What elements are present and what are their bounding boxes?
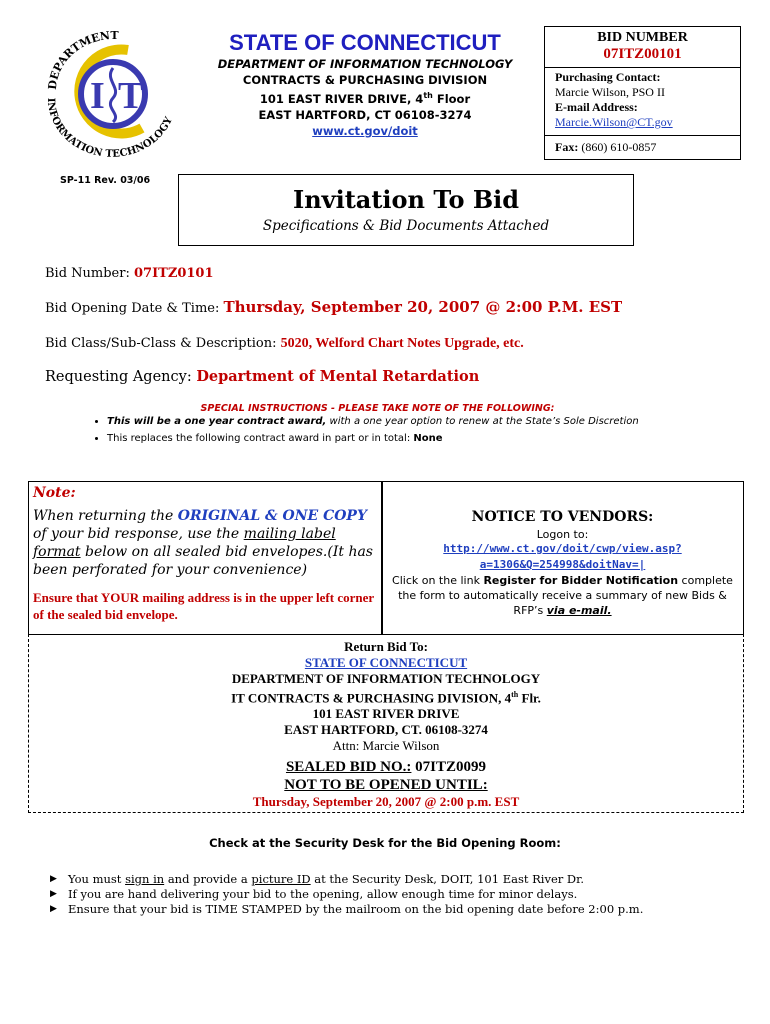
vendors-instructions: Click on the link Register for Bidder Notification complete the form to automatically receive a summary of new Bids & RFP’s via e-mail. (392, 574, 733, 617)
special-heading: SPECIAL INSTRUCTIONS - PLEASE TAKE NOTE OF THE FOLLOWING: (200, 403, 555, 414)
opening-field: Bid Opening Date & Time: Thursday, September 20, 2007 @ 2:00 P.M. EST (45, 298, 623, 316)
note-heading: Note: (33, 485, 76, 501)
title-box (178, 174, 634, 246)
return-state: STATE OF CONNECTICUT (304, 655, 468, 670)
agency-name: Department of Mental Retardation (196, 368, 480, 385)
security-item: ▶ You must sign in and provide a picture ID at the Security Desk, DOIT, 101 East River Dr. (50, 872, 585, 886)
note-text: When returning the ORIGINAL & ONE COPY of your bid response, use the mailing label format below on all sealed bid envelopes.(It has been perforated for your convenience) (33, 508, 373, 578)
return-address-1: 101 EAST RIVER DRIVE (312, 706, 460, 722)
svg-text:T: T (118, 75, 144, 117)
department-address-block (205, 56, 525, 139)
security-list (50, 872, 643, 917)
bid-number-value: 07ITZ00101 (603, 46, 682, 62)
division-name: CONTRACTS & PURCHASING DIVISION (242, 73, 488, 87)
not-opened-until: NOT TO BE OPENED UNTIL: (284, 777, 488, 794)
vendors-box (381, 481, 744, 635)
security-item: ▶ Ensure that your bid is TIME STAMPED by the mailroom on the bid opening date before 2:00 p.m. (50, 902, 644, 916)
special-instructions (0, 403, 770, 450)
class-description: 5020, Welford Chart Notes Upgrade, etc. (280, 336, 524, 351)
opening-date: Thursday, September 20, 2007 @ 2:00 P.M. EST (223, 298, 623, 316)
city-address: EAST HARTFORD, CT 06108-3274 (258, 107, 472, 122)
agency-field: Requesting Agency: Department of Mental Retardation (45, 368, 480, 385)
arrow-bullet-icon: ▶ (50, 874, 57, 884)
return-attn: Attn: Marcie Wilson (332, 738, 440, 754)
department-name: DEPARTMENT OF INFORMATION TECHNOLOGY (217, 57, 513, 71)
website-link[interactable]: www.ct.gov/doit (312, 123, 418, 138)
form-code: SP-11 Rev. 03/06 (60, 175, 151, 186)
return-division: IT CONTRACTS & PURCHASING DIVISION, 4th Flr. (231, 690, 541, 706)
return-bid-label (28, 634, 744, 813)
fax-number: Fax: (860) 610-0857 (555, 140, 657, 154)
arrow-bullet-icon: ▶ (50, 904, 57, 914)
sealed-bid-number: SEALED BID NO.: 07ITZ0099 (285, 759, 487, 776)
special-item-2: • This replaces the following contract award in part or in total: None (107, 433, 770, 444)
note-warning: Ensure that YOUR mailing address is in the upper left corner of the sealed bid envelope. (33, 590, 374, 622)
email-link[interactable]: Marcie.Wilson@CT.gov (555, 115, 673, 129)
svg-text:DEPARTMENT: DEPARTMENT (45, 28, 119, 91)
arrow-bullet-icon: ▶ (50, 889, 57, 899)
contact-name: Marcie Wilson, PSO II (555, 85, 665, 99)
bid-number: 07ITZ0101 (133, 266, 214, 281)
security-item: ▶ If you are hand delivering your bid to the opening, allow enough time for minor delays. (50, 887, 578, 901)
bid-number-box (544, 26, 741, 160)
svg-text:INFORMATION TECHNOLOGY: INFORMATION TECHNOLOGY (44, 97, 175, 158)
return-title: Return Bid To: (344, 639, 428, 654)
note-box (28, 481, 383, 635)
return-dept: DEPARTMENT OF INFORMATION TECHNOLOGY (231, 671, 541, 686)
svg-text:I: I (90, 75, 105, 117)
logon-label: Logon to: (536, 528, 589, 541)
special-item-1: • This will be a one year contract award, with a one year option to renew at the State’s Sole Discretion (107, 416, 770, 427)
vendor-portal-link[interactable]: http://www.ct.gov/doit/cwp/view.asp?a=1306&Q=254998&doitNav=| (443, 542, 682, 571)
vendors-heading: NOTICE TO VENDORS: (471, 509, 654, 525)
contact-label: Purchasing Contact: (555, 70, 661, 84)
page-title: Invitation To Bid (292, 185, 520, 214)
security-heading: Check at the Security Desk for the Bid Opening Room: (209, 836, 561, 850)
email-label: E-mail Address: (555, 100, 638, 114)
street-address: 101 EAST RIVER DRIVE, 4th Floor (259, 91, 471, 106)
bid-number-label: BID NUMBER (597, 30, 688, 45)
page-subtitle: Specifications & Bid Documents Attached (262, 218, 550, 234)
state-title: STATE OF CONNECTICUT (229, 30, 501, 55)
return-address-2: EAST HARTFORD, CT. 06108-3274 (284, 722, 488, 738)
department-logo (38, 28, 188, 158)
bid-number-field: Bid Number: 07ITZ0101 (45, 266, 214, 281)
class-field: Bid Class/Sub-Class & Description: 5020, Welford Chart Notes Upgrade, etc. (45, 336, 524, 351)
opening-date-return: Thursday, September 20, 2007 @ 2:00 p.m. EST (252, 794, 520, 810)
